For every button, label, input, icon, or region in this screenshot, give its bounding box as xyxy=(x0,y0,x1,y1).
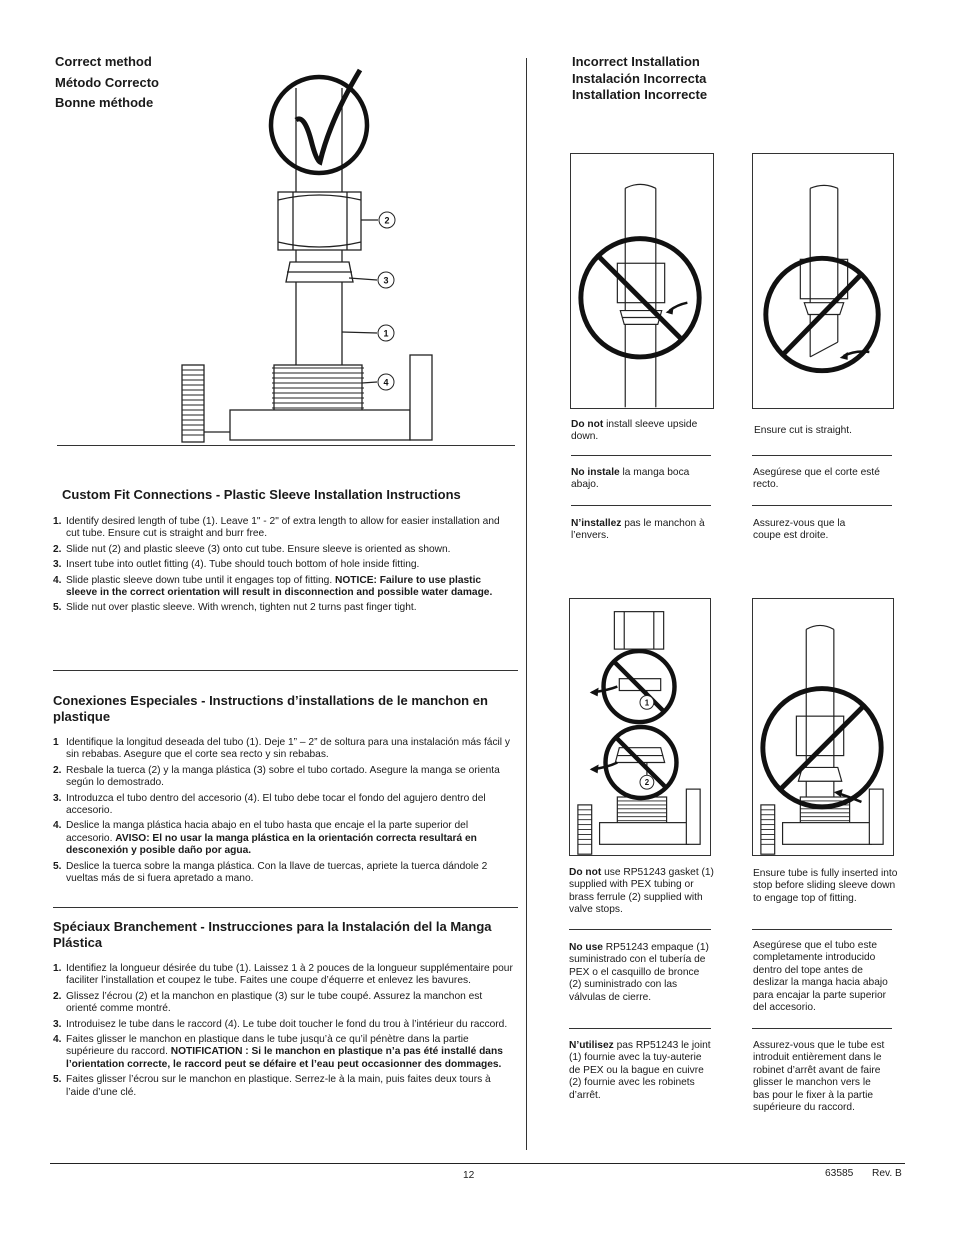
caption-upside-down-fr: N’installez pas le manchon à l’envers. xyxy=(571,518,705,542)
step-1: 1. Identify desired length of tube (1). Leave 1" - 2" of extra length to allow for easier installation and cut tube. Ensure cut is straight and burr free. xyxy=(53,516,500,540)
page-number: 12 xyxy=(463,1170,475,1181)
step-5: 5. Slide nut over plastic sleeve. With wrench, tighten nut 2 turns past finger tight. xyxy=(53,602,417,614)
step-2: 2. Slide nut (2) and plastic sleeve (3) onto cut tube. Ensure sleeve is oriented as shown. xyxy=(53,543,451,555)
header-line-fr: Installation Incorrecte xyxy=(572,87,708,102)
header-line-fr: Bonne méthode xyxy=(55,95,154,110)
caption-gasket-es: No use RP51243 empaque (1) suministrado con el tubería de PEX o el casquillo de bronce (2) suministrado con las válvulas de cierre. xyxy=(569,942,709,1003)
english-steps xyxy=(53,516,513,618)
callout-1: 1 xyxy=(383,328,389,339)
notice: NOTIFICATION : Si le manchon en plastique n’a pas été installé dans l’orientation correcte, le raccord peut se défaire et l’eau peut occasionner des dommages. xyxy=(66,1046,503,1070)
header-line-en: Correct method xyxy=(55,54,152,69)
step-2: 2. Glissez l’écrou (2) et la manchon en plastique (3) sur le tube coupé. Assurez la manchon est orienté comme montré. xyxy=(53,990,483,1015)
caption-fully-inserted-es: Asegúrese que el tubo este completamente introducido dentro del tope antes de deslizar la manga hacia abajo para encajar la parte superior del accesorio. xyxy=(753,940,888,1014)
divider xyxy=(53,670,518,671)
french-title: Spéciaux Branchement - Instrucciones para la Instalación del la Manga Plástica xyxy=(53,919,492,950)
spanish-title: Conexiones Especiales - Instructions d’installations de le manchon en plastique xyxy=(53,693,488,724)
divider xyxy=(752,929,892,930)
divider xyxy=(53,907,518,908)
header-line-es: Método Correcto xyxy=(55,74,159,90)
step-4: 4. Slide plastic sleeve down tube until it engages top of fitting. NOTICE: Failure to use plastic sleeve in the correct orientation will result in disconnection and possible water damage. xyxy=(53,574,493,599)
divider xyxy=(752,1028,892,1029)
divider xyxy=(571,505,711,506)
divider xyxy=(569,929,711,930)
footer-rule xyxy=(50,1163,905,1164)
caption-gasket-fr: N’utilisez pas RP51243 le joint (1) fournie avec la tuy-auterie de PEX ou la bague en cuivre (2) fournie avec les robinets d’arrêt. xyxy=(569,1040,711,1101)
revision: Rev. B xyxy=(872,1168,902,1179)
step-5: 5. Deslice la tuerca sobre la manga plástica. Con la llave de tuercas, apriete la tuerca dándole 2 vueltas más de si fuera apretado a mano. xyxy=(53,860,488,885)
fully-inserted-illustration xyxy=(752,598,894,856)
caption-gasket-en: Do not use RP51243 gasket (1) supplied with PEX tubing or brass ferrule (2) supplied with valve stops. xyxy=(569,867,714,916)
caption-straight-cut-en: Ensure cut is straight. xyxy=(754,425,852,436)
divider xyxy=(571,455,711,456)
correct-method-illustration xyxy=(170,60,440,445)
divider xyxy=(752,455,892,456)
doc-number: 63585 xyxy=(825,1168,854,1179)
caption-straight-cut-fr: Assurez-vous que la coupe est droite. xyxy=(753,518,846,542)
step-2: 2. Resbale la tuerca (2) y la manga plástica (3) sobre el tubo cortado. Asegure la manga se orienta según lo demostrado. xyxy=(53,764,500,789)
gasket-ferrule-illustration xyxy=(569,598,711,856)
step-1: 1. Identifiez la longueur désirée du tube (1). Laissez 1 à 2 pouces de la longueur supplémentaire pour faciliter l’installation et coupez le tube. Faites une coupe d’équerre et enlevez les bavures. xyxy=(53,963,513,987)
correct-method-header xyxy=(55,52,159,114)
callout-2: 2 xyxy=(384,215,390,226)
column-divider xyxy=(526,58,527,1150)
incorrect-installation-header xyxy=(572,54,707,104)
callout-1: 1 xyxy=(644,698,650,708)
caption-fully-inserted-en: Ensure tube is fully inserted into stop before sliding sleeve down to engage top of fitting. xyxy=(753,868,898,904)
step-3: 3. Introduzca el tubo dentro del accesorio (4). El tubo debe tocar el fondo del agujero dentro del accesorio. xyxy=(53,792,486,817)
caption-straight-cut-es: Asegúrese que el corte esté recto. xyxy=(753,467,880,491)
notice: NOTICE: Failure to use plastic sleeve in the correct orientation will result in disconnection and possible water damage. xyxy=(66,574,493,599)
notice: AVISO: El no usar la manga plástica en la orientación correcta resultará en desconexión y posible daño por agua. xyxy=(66,832,477,857)
step-5: 5. Faites glisser l’écrou sur le manchon en plastique. Serrez-le à la main, puis faites deux tours à l’aide d’une clé. xyxy=(53,1074,491,1098)
english-title: Custom Fit Connections - Plastic Sleeve Installation Instructions xyxy=(62,487,461,502)
caption-upside-down-en: Do not install sleeve upside down. xyxy=(571,419,698,443)
step-4: 4. Faites glisser le manchon en plastique dans le tube jusqu’à ce qu’il pénètre dans la partie supérieure du raccord. NOTIFICATION : Si le manchon en plastique n’a pas été installé dans l’orientation correcte, le raccord peut se défaire et l’eau peut occasionner des dommages. xyxy=(53,1034,503,1070)
callout-3: 3 xyxy=(383,275,389,286)
step-1: 1 Identifique la longitud deseada del tubo (1). Deje 1” – 2” de soltura para una instalación más fácil y sin rebabas. Asegure que el corte sea recto y sin rebabas. xyxy=(53,737,510,761)
caption-fully-inserted-fr: Assurez-vous que le tube est introduit entièrement dans le robinet d’arrêt avant de faire glisser le manchon vers le bas pour le fixer à la partie supérieure du raccord. xyxy=(753,1040,885,1114)
step-3: 3. Insert tube into outlet fitting (4). Tube should touch bottom of hole inside fitting. xyxy=(53,559,420,571)
header-line-en: Incorrect Installation xyxy=(572,54,700,69)
step-4: 4. Deslice la manga plástica hacia abajo en el tubo hasta que encaje el la parte superior del accesorio. AVISO: El no usar la manga plástica en la orientación correcta resultará en desconexión y posible daño por agua. xyxy=(53,820,477,857)
step-3: 3. Introduisez le tube dans le raccord (4). Le tube doit toucher le fond du trou à l’intérieur du raccord. xyxy=(53,1018,508,1030)
divider xyxy=(57,445,515,446)
french-steps xyxy=(53,963,513,1102)
callout-4: 4 xyxy=(383,377,389,388)
divider xyxy=(569,1028,711,1029)
upside-down-sleeve-illustration xyxy=(570,153,714,409)
caption-upside-down-es: No instale la manga boca abajo. xyxy=(571,467,690,491)
divider xyxy=(752,505,892,506)
callout-2: 2 xyxy=(644,778,650,788)
header-line-es: Instalación Incorrecta xyxy=(572,70,707,86)
straight-cut-illustration xyxy=(752,153,894,409)
spanish-steps xyxy=(53,737,513,888)
